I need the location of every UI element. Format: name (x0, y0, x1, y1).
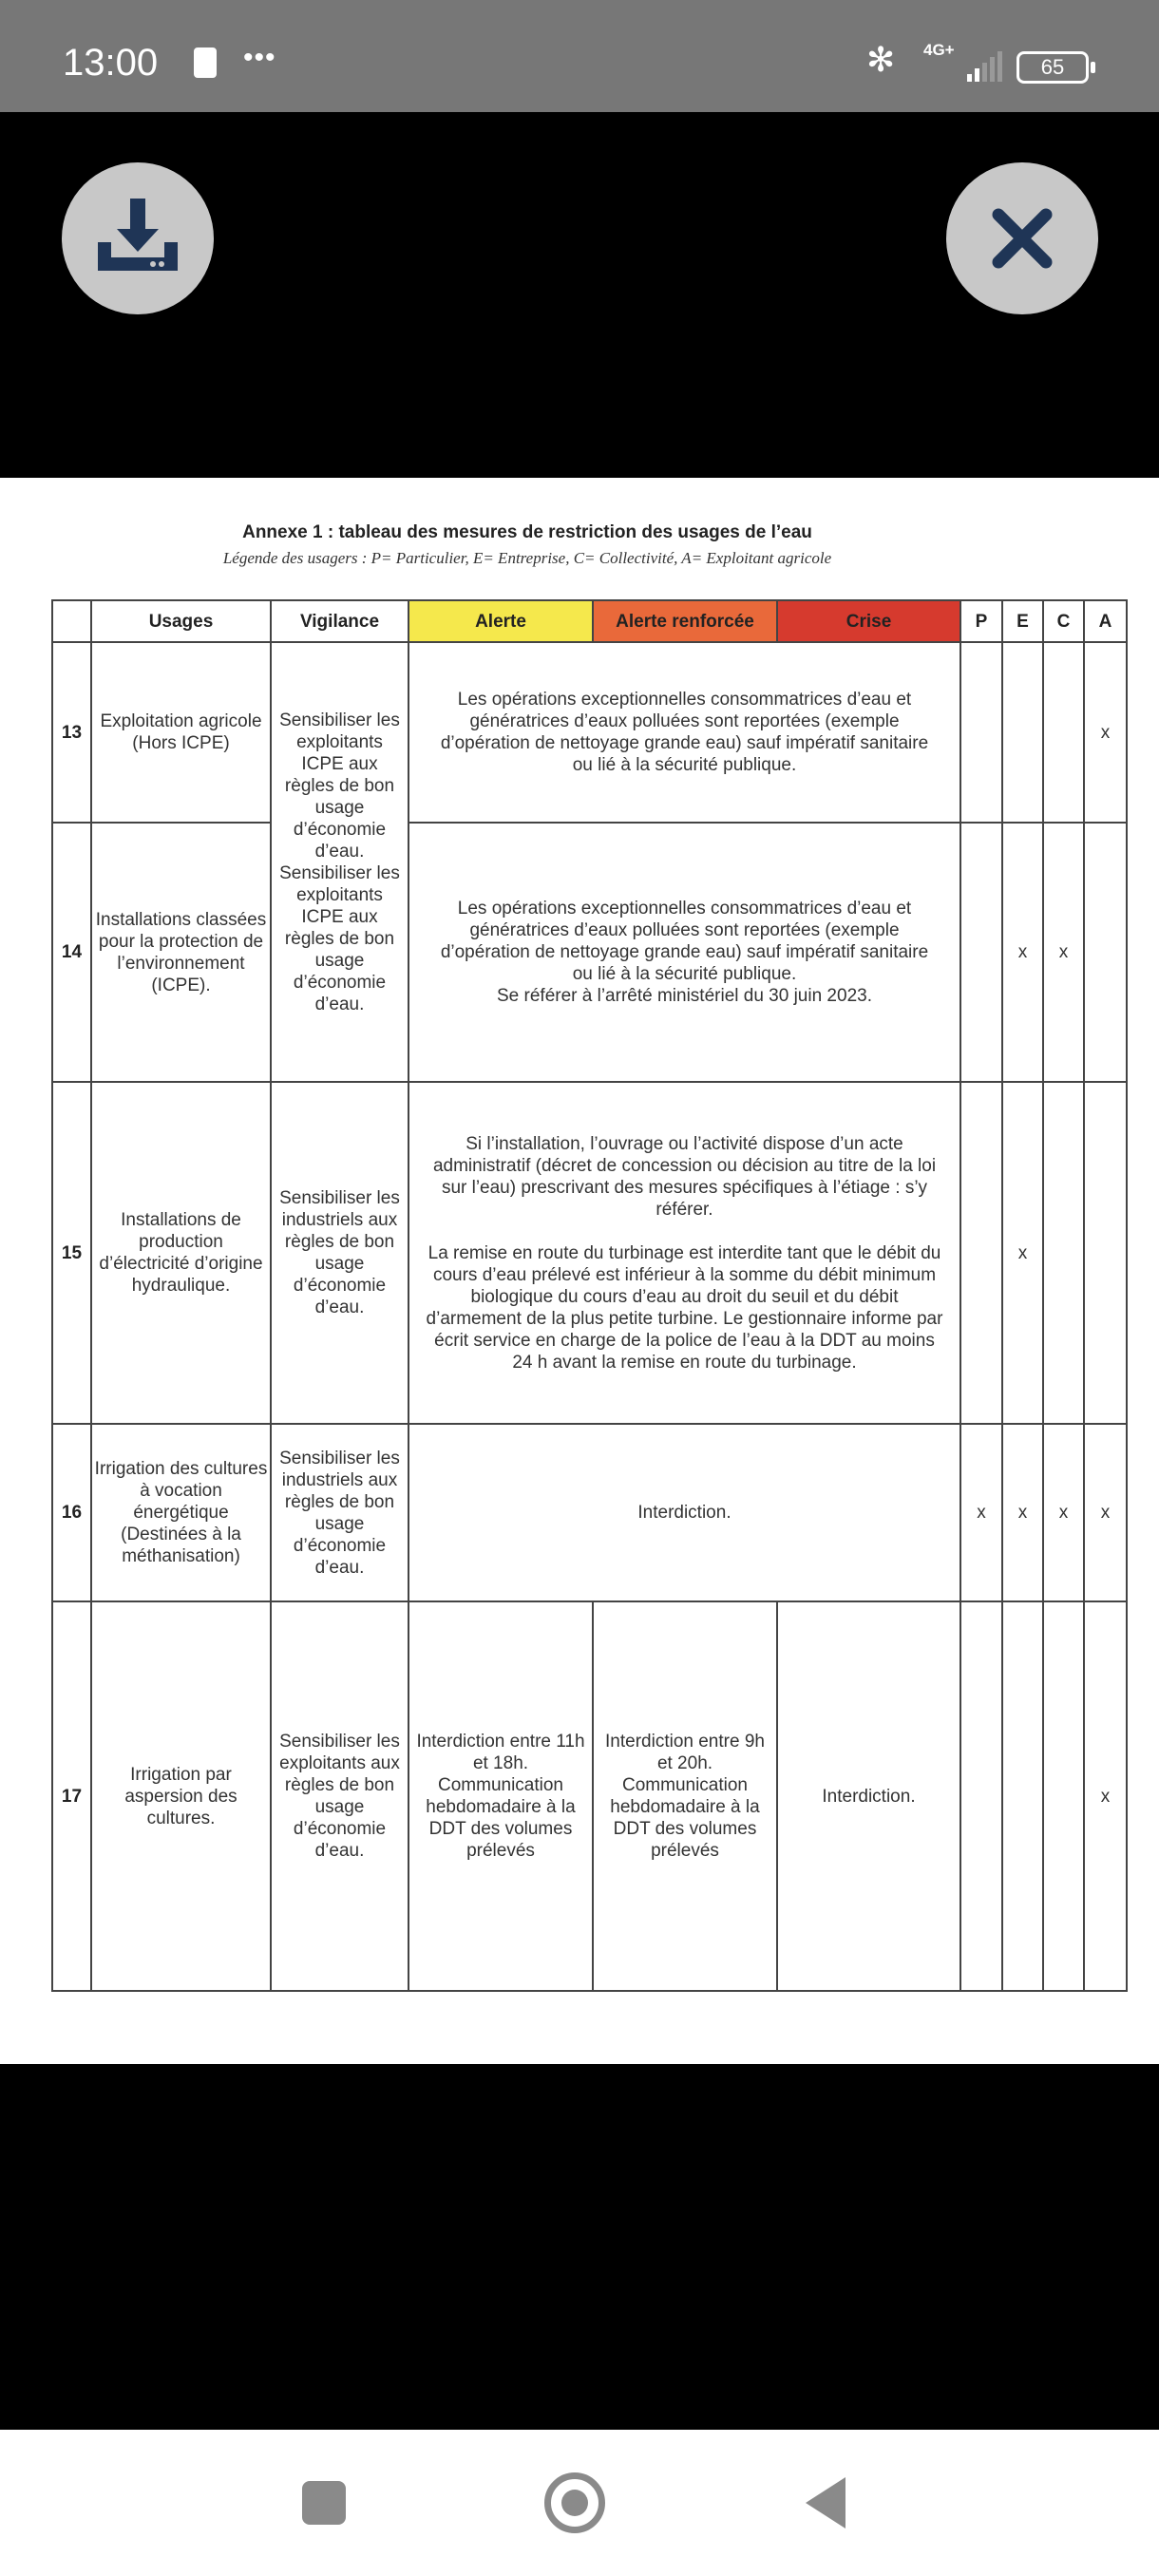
alerte-cell: Interdiction entre 11h et 18h. Communication hebdomadaire à la DDT des volumes prélevés (408, 1601, 593, 1991)
c-cell (1043, 1601, 1084, 1991)
c-cell: x (1043, 1424, 1084, 1601)
table-row (52, 1424, 1127, 1601)
c-cell (1043, 1082, 1084, 1424)
usage-cell: Exploitation agricole (Hors ICPE) (91, 642, 271, 823)
alerte-renforcee-cell: Interdiction entre 9h et 20h. Communication hebdomadaire à la DDT des volumes prélevés (593, 1601, 777, 1991)
p-cell (960, 1082, 1002, 1424)
measure-text: Si l’installation, l’ouvrage ou l’activité dispose d’un acte administratif (décret de concession ou décision au titre de la loi sur l’eau) prescrivant des mesures spécifiques à l’étiage : s’y référer. (432, 1133, 937, 1220)
battery-indicator: 65 (1016, 51, 1089, 84)
recents-button[interactable] (302, 2481, 346, 2525)
table-header (52, 600, 1127, 642)
row-number: 15 (52, 1082, 91, 1424)
usage-cell: Installations classées pour la protection de l’environnement (ICPE). (91, 823, 271, 1082)
back-button[interactable] (806, 2477, 846, 2529)
c-cell (1043, 642, 1084, 823)
header-alerte: Alerte (408, 600, 593, 642)
measure-cell (408, 823, 960, 1082)
header-crise: Crise (777, 600, 960, 642)
navigation-bar (0, 2430, 1159, 2576)
vigilance-cell: Sensibiliser les industriels aux règles de bon usage d’économie d’eau. (271, 1082, 408, 1424)
a-cell (1084, 823, 1127, 1082)
header-p: P (960, 600, 1002, 642)
p-cell: x (960, 1424, 1002, 1601)
header-c: C (1043, 600, 1084, 642)
row-number: 17 (52, 1601, 91, 1991)
p-cell (960, 823, 1002, 1082)
document-page (0, 478, 1159, 2064)
close-button[interactable] (946, 162, 1098, 314)
e-cell (1002, 1601, 1043, 1991)
home-button[interactable] (544, 2472, 605, 2533)
usage-cell: Installations de production d’électricité d’origine hydraulique. (91, 1082, 271, 1424)
table-row (52, 823, 1127, 1082)
e-cell: x (1002, 1424, 1043, 1601)
header-alerte-renforcee: Alerte renforcée (593, 600, 777, 642)
vigilance-cell: Sensibiliser les exploitants aux règles de bon usage d’économie d’eau. (271, 1601, 408, 1991)
row-number: 13 (52, 642, 91, 823)
e-cell: x (1002, 823, 1043, 1082)
e-cell: x (1002, 1082, 1043, 1424)
header-usages: Usages (91, 600, 271, 642)
p-cell (960, 642, 1002, 823)
a-cell: x (1084, 1601, 1127, 1991)
a-cell: x (1084, 642, 1127, 823)
network-type: 4G+ (923, 41, 955, 59)
a-cell: x (1084, 1424, 1127, 1601)
measure-cell: Les opérations exceptionnelles consommatrices d’eau et génératrices d’eaux polluées sont reportées (exemple d’opération de nettoyage grande eau) sauf impératif sanitaire ou lié à la sécurité publique. (408, 642, 960, 823)
e-cell (1002, 642, 1043, 823)
measure-text-2: La remise en route du turbinage est interdite tant que le débit du cours d’eau prélevé est inférieur à la somme du débit minimum biologique du cours d’eau au droit du seuil et du débit d’armement de la plus petite turbine. Le gestionnaire informe par écrit service en charge de la police de l’eau à la DDT au moins 24 h avant la remise en route du turbinage. (426, 1242, 943, 1373)
usage-cell: Irrigation des cultures à vocation énergétique (Destinées à la méthanisation) (91, 1424, 271, 1601)
vigilance-cell: Sensibiliser les industriels aux règles de bon usage d’économie d’eau. (271, 1424, 408, 1601)
document-title: Annexe 1 : tableau des mesures de restriction des usages de l’eau (242, 522, 812, 542)
bluetooth-icon: ✻ (866, 40, 896, 79)
download-button[interactable] (62, 162, 214, 314)
usage-cell: Irrigation par aspersion des cultures. (91, 1601, 271, 1991)
crise-cell: Interdiction. (777, 1601, 960, 1991)
measure-cell (408, 1082, 960, 1424)
c-cell: x (1043, 823, 1084, 1082)
measure-cell: Interdiction. (408, 1424, 960, 1601)
more-notifications-icon: ••• (243, 42, 276, 73)
table-row (52, 1082, 1127, 1424)
measure-reference: Se référer à l’arrêté ministériel du 30 juin 2023. (497, 986, 872, 1006)
clock: 13:00 (63, 42, 159, 84)
header-a: A (1084, 600, 1127, 642)
row-number: 16 (52, 1424, 91, 1601)
status-bar (0, 0, 1159, 112)
header-vigilance: Vigilance (271, 600, 408, 642)
p-cell (960, 1601, 1002, 1991)
table-row (52, 642, 1127, 823)
download-icon (92, 193, 183, 284)
measure-text: Les opérations exceptionnelles consommatrices d’eau et génératrices d’eaux polluées sont reportées (exemple d’opération de nettoyage grande eau) sauf impératif sanitaire ou lié à la sécurité publique. (440, 899, 929, 984)
signal-icon (967, 51, 1002, 82)
notification-icon (194, 47, 217, 78)
vigilance-cell: Sensibiliser les exploitants ICPE aux règles de bon usage d’économie d’eau. Sensibiliser les exploitants ICPE aux règles de bon usage d’économie d’eau. (271, 642, 408, 1082)
document-legend: Légende des usagers : P= Particulier, E= Entreprise, C= Collectivité, A= Exploitant agricole (222, 549, 832, 567)
restriction-table (51, 599, 1128, 1992)
a-cell (1084, 1082, 1127, 1424)
table-row (52, 1601, 1127, 1991)
row-number: 14 (52, 823, 91, 1082)
close-icon (989, 205, 1055, 272)
header-e: E (1002, 600, 1043, 642)
